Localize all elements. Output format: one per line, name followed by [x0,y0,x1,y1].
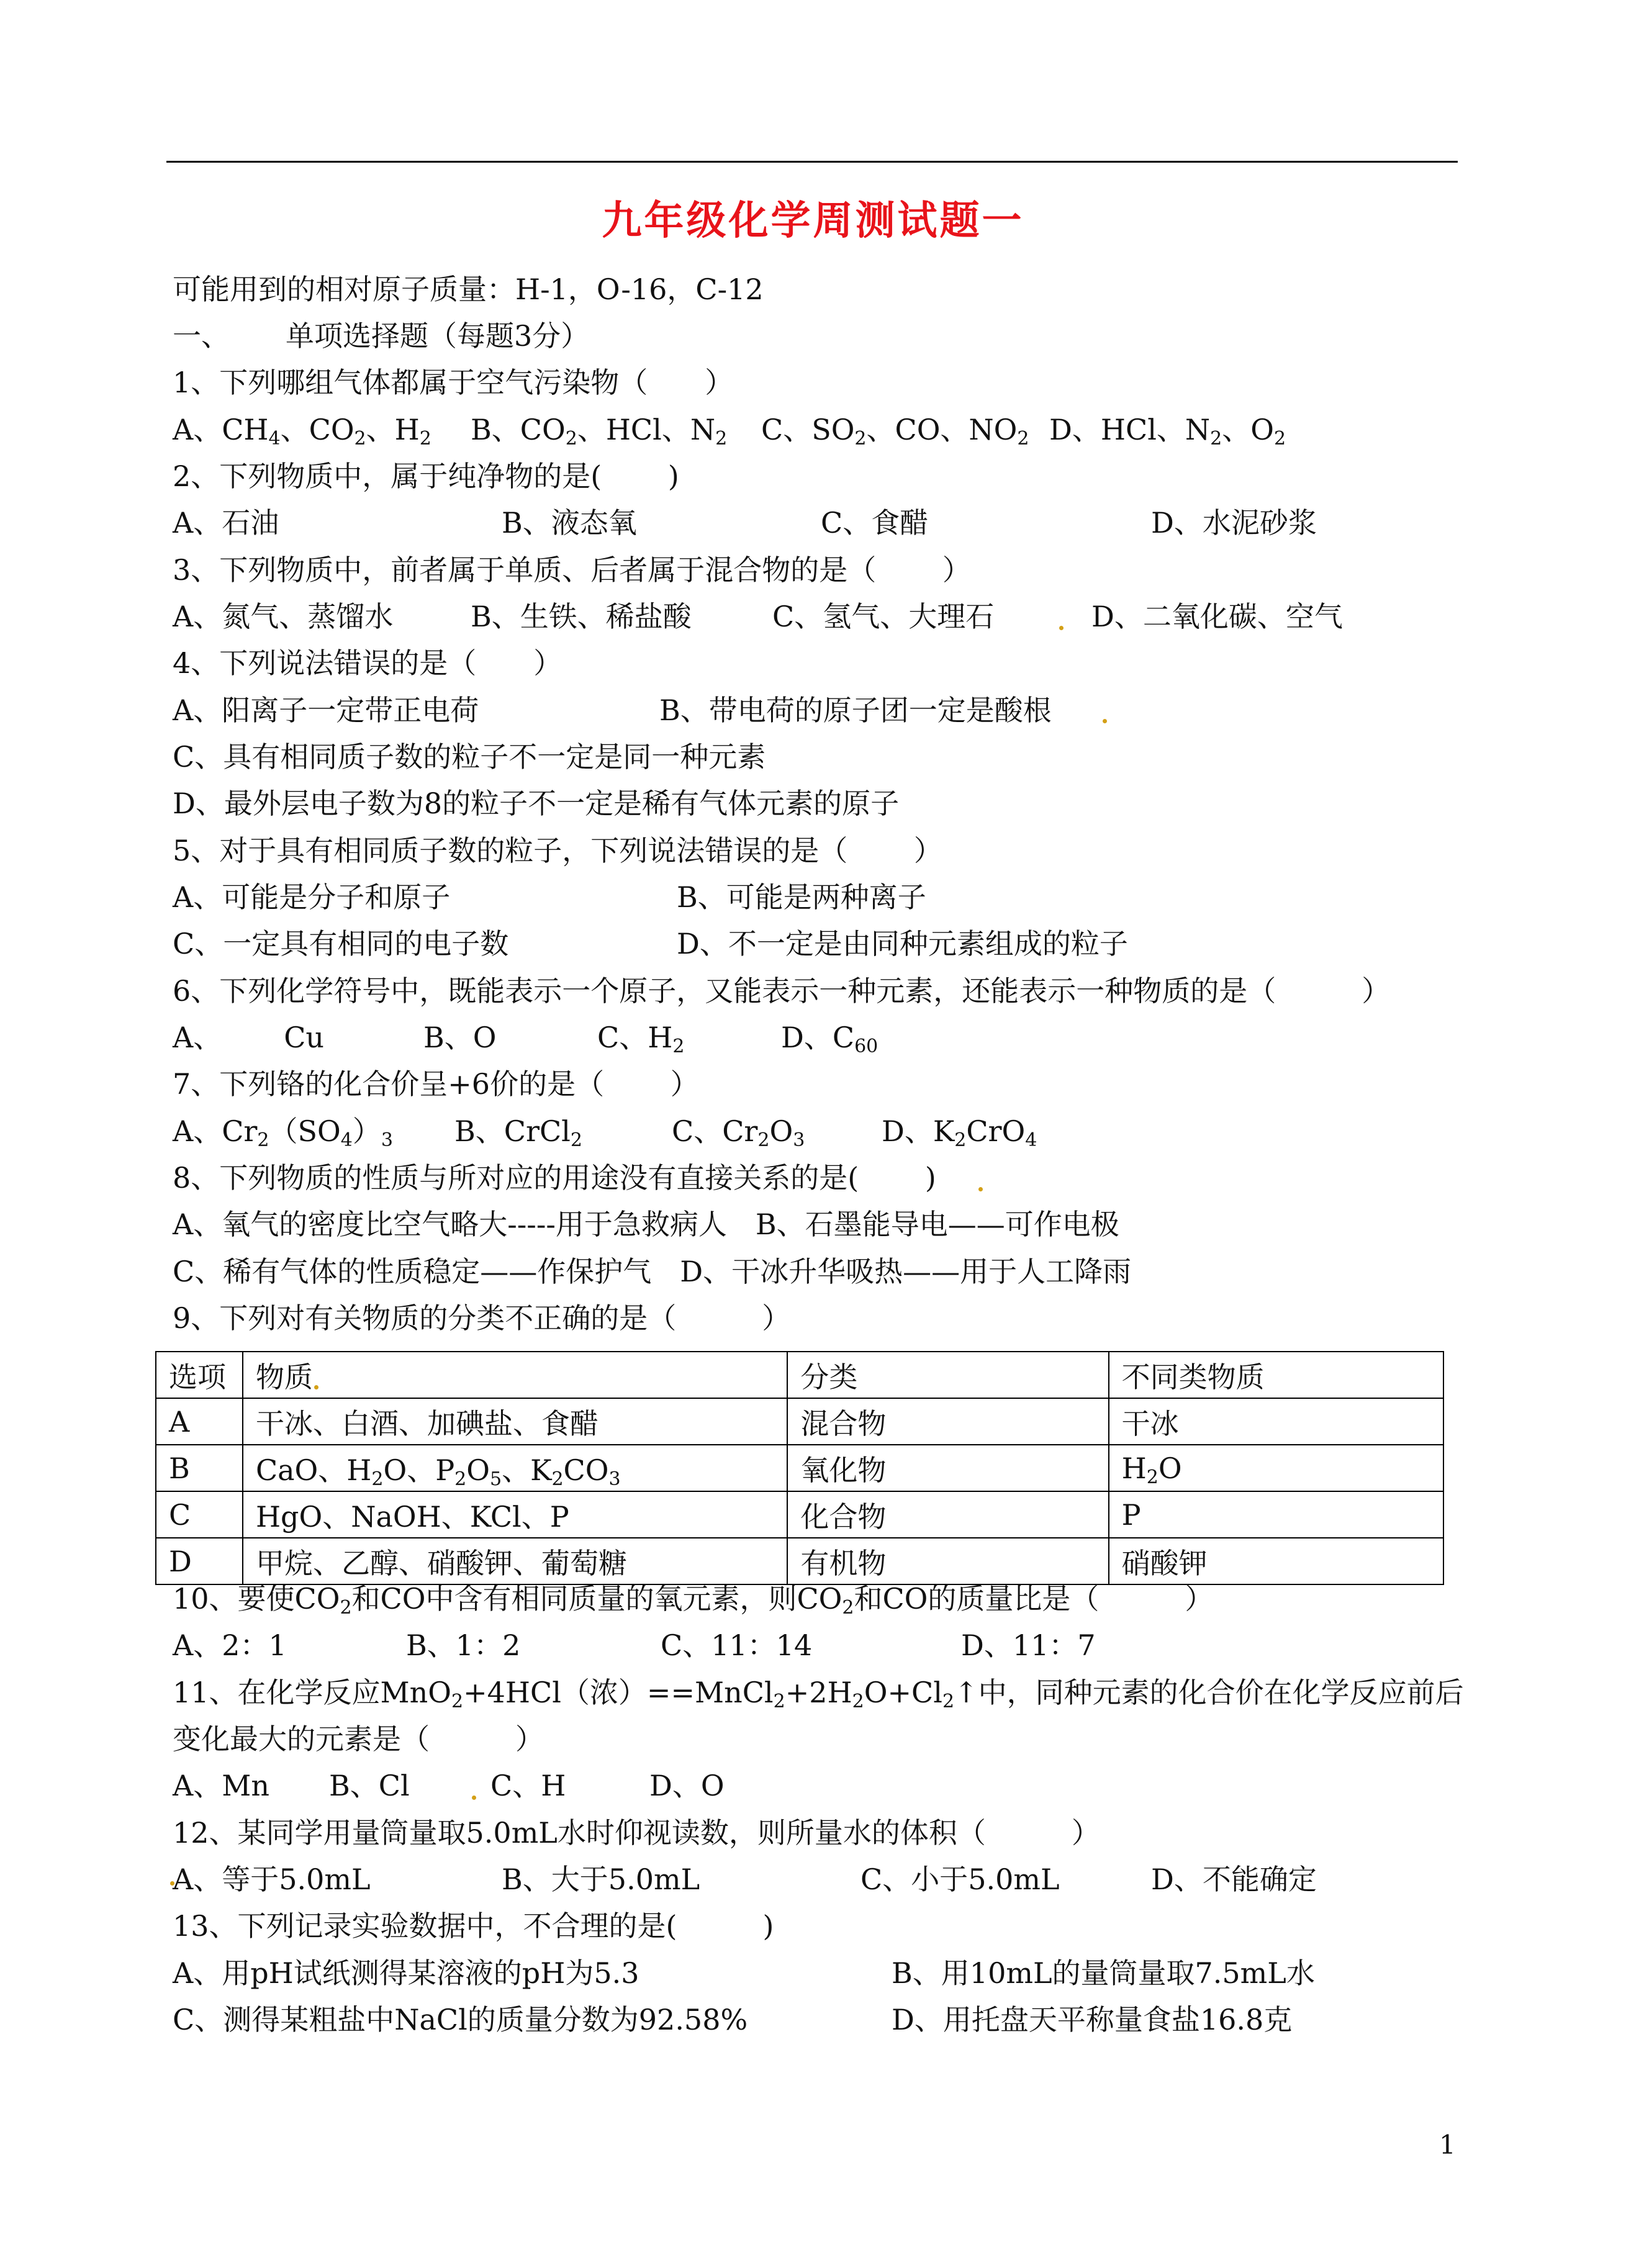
q10-option-c: C、11：14 [661,1629,813,1662]
q12-option-a: A、等于5.0mL [173,1863,371,1896]
q6-option-d: D、$C_{60}$ [781,1021,878,1057]
table-header-cell: 物质 [243,1352,787,1398]
stray-mark [978,1187,983,1191]
q13-option-c: C、测得某粗盐中NaCl的质量分数为92.58% [173,2003,748,2036]
stray-mark [1059,626,1064,630]
q11-option-d: D、O [649,1769,725,1802]
page-number: 1 [1439,2130,1456,2160]
q13-option-b: B、用10mL的量筒量取7.5mL水 [892,1956,1315,1990]
q7-stem: 7、下列铬的化合价呈+6价的是（ ） [173,1067,699,1101]
q11-option-a: A、Mn [173,1769,269,1802]
table-row [156,1538,1443,1584]
q3-option-a: A、氮气、蒸馏水 [173,600,394,633]
q2-option-a: A、石油 [173,506,279,540]
q3-stem: 3、下列物质中，前者属于单质、后者属于混合物的是（ ） [173,553,971,587]
q5-option-b: B、可能是两种离子 [677,880,926,914]
q5-stem: 5、对于具有相同质子数的粒子，下列说法错误的是（ ） [173,834,942,867]
table-cell-different: 硝酸钾 [1109,1538,1443,1584]
q2-stem: 2、下列物质中，属于纯净物的是( ) [173,459,679,493]
q10-option-b: B、1：2 [406,1629,521,1662]
table-cell-substances: 甲烷、乙醇、硝酸钾、葡萄糖 [243,1538,787,1584]
section-heading: 一、 单项选择题（每题3分） [173,319,590,353]
table-header-cell: 不同类物质 [1109,1352,1443,1398]
table-cell-class: 有机物 [787,1538,1108,1584]
q3-option-d: D、二氧化碳、空气 [1091,600,1343,633]
table-cell-different: 干冰 [1109,1398,1443,1445]
q8-options-ab: A、氧气的密度比空气略大-----用于急救病人 B、石墨能导电——可作电极 [173,1208,1119,1241]
q9-classification-table [155,1351,1444,1585]
q10-option-d: D、11：7 [961,1629,1096,1662]
table-header-cell: 分类 [787,1352,1108,1398]
q7-option-c: C、$Cr_2O_3$ [672,1114,805,1151]
atomic-mass-note: 可能用到的相对原子质量：H-1，O-16，C-12 [173,273,764,306]
q6-option-a: A、 Cu [173,1021,325,1054]
table-cell-option: D [156,1538,243,1584]
q1-option-c: C、$SO_2$、CO、$NO_2$ [761,413,1029,450]
q1-option-b: B、$CO_2$、HCl、$N_2$ [471,413,728,450]
q13-option-d: D、用托盘天平称量食盐16.8克 [892,2003,1293,2036]
q2-option-c: C、食醋 [821,506,929,540]
table-cell-different: P [1109,1491,1443,1538]
table-cell-substances: HgO、NaOH、KCl、P [243,1491,787,1538]
table-row [156,1491,1443,1538]
q12-stem: 12、某同学用量筒量取5.0mL水时仰视读数，则所量水的体积（ ） [173,1816,1100,1850]
q4-option-c: C、具有相同质子数的粒子不一定是同一种元素 [173,740,766,774]
q3-option-c: C、氢气、大理石 [772,600,995,633]
q4-stem: 4、下列说法错误的是（ ） [173,646,562,680]
table-cell-substances: CaO、$H_2O$、$P_2O_5$、$K_2CO_3$ [243,1445,787,1491]
q4-option-d: D、最外层电子数为8的粒子不一定是稀有气体元素的原子 [173,787,900,820]
q10-option-a: A、2：1 [173,1629,287,1662]
q4-option-a: A、阳离子一定带正电荷 [173,694,479,727]
q11-option-b: B、Cl [329,1769,410,1802]
q13-option-a: A、用pH试纸测得某溶液的pH为5.3 [173,1956,639,1990]
q12-option-c: C、小于5.0mL [860,1863,1060,1896]
q11-stem: 11、在化学反应MnO$_2$+4HCl（浓）$==MnCl_2+2H_2O+Cl_2↑$中，同种元素的化合价在化学反应前后 [173,1676,1464,1712]
table-cell-different: $H_2O$ [1109,1445,1443,1491]
q6-option-b: B、O [423,1021,497,1054]
table-row [156,1445,1443,1491]
table-cell-class: 氧化物 [787,1445,1108,1491]
table-cell-class: 混合物 [787,1398,1108,1445]
table-cell-class: 化合物 [787,1491,1108,1538]
top-rule [166,161,1458,163]
q1-stem: 1、下列哪组气体都属于空气污染物（ ） [173,366,734,399]
q3-option-b: B、生铁、稀盐酸 [471,600,692,633]
q12-option-b: B、大于5.0mL [502,1863,700,1896]
table-cell-option: A [156,1398,243,1445]
q7-option-b: B、CrCl$_2$ [454,1114,582,1151]
table-row [156,1398,1443,1445]
q9-stem: 9、下列对有关物质的分类不正确的是（ ） [173,1301,791,1335]
q11-stem-cont: 变化最大的元素是（ ） [173,1722,544,1756]
stray-mark [314,1385,318,1389]
q10-stem: 10、要使$CO_2$和CO中含有相同质量的氧元素，则$CO_2$和CO的质量比是（ ） [173,1582,1214,1619]
table-header-cell: 选项 [156,1352,243,1398]
stray-mark [1103,719,1107,723]
q6-stem: 6、下列化学符号中，既能表示一个原子，又能表示一种元素，还能表示一种物质的是（ ） [173,974,1391,1008]
q8-stem: 8、下列物质的性质与所对应的用途没有直接关系的是( ) [173,1161,936,1195]
page-title: 九年级化学周测试题一 [602,197,1024,244]
q8-options-cd: C、稀有气体的性质稳定——作保护气 D、干冰升华吸热——用于人工降雨 [173,1255,1132,1288]
q2-option-b: B、液态氧 [502,506,637,540]
q2-option-d: D、水泥砂浆 [1151,506,1317,540]
q6-option-c: C、$H_2$ [597,1021,685,1057]
table-cell-option: C [156,1491,243,1538]
q11-option-c: C、H [490,1769,566,1802]
q5-option-d: D、不一定是由同种元素组成的粒子 [677,927,1128,960]
table-cell-option: B [156,1445,243,1491]
q5-option-a: A、可能是分子和原子 [173,880,451,914]
q12-option-d: D、不能确定 [1151,1863,1317,1896]
q5-option-c: C、一定具有相同的电子数 [173,927,509,960]
q7-option-d: D、$K_2CrO_4$ [882,1114,1037,1151]
q4-option-b: B、带电荷的原子团一定是酸根 [659,694,1052,727]
stray-mark [472,1796,476,1800]
table-header-row [156,1352,1443,1398]
q1-option-a: A、$CH_4$、$CO_2$、$H_2$ [173,413,431,450]
q13-stem: 13、下列记录实验数据中，不合理的是( ) [173,1909,774,1943]
table-cell-substances: 干冰、白酒、加碘盐、食醋 [243,1398,787,1445]
q7-option-a: A、$Cr_2(SO_4)_3$ [173,1114,393,1151]
q1-option-d: D、HCl、$N_2$、$O_2$ [1049,413,1286,450]
